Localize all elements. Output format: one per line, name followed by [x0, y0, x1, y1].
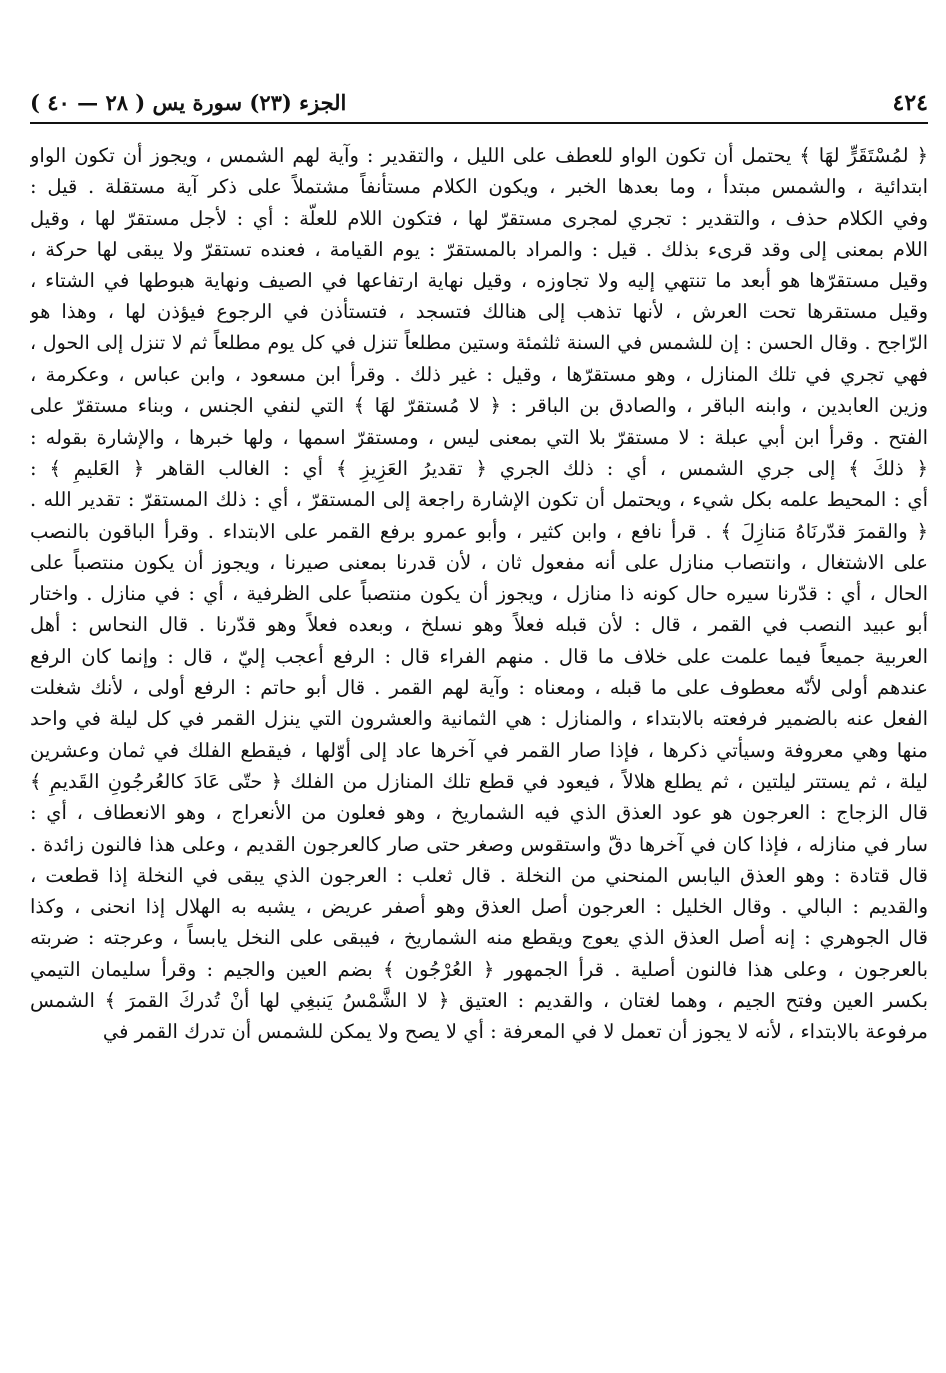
text-line: قال الزجاج : العرجون هو عود العذق الذي فيه الشماريخ ، وهو فعلون من الأنعراج ، وهو الانعطاف ، أي :	[30, 801, 928, 825]
text-line: وفي الكلام حذف ، والتقدير : تجري لمجرى مستقرّ لها ، فتكون اللام للعلّة : أي : لأجل مستقرّ لها ، وقيل	[30, 206, 928, 230]
text-line: وقيل مستقرها تحت العرش ، لأنها تذهب إلى هنالك فتسجد ، فتستأذن في الرجوع فيؤذن لها ، وهذا هو	[30, 300, 928, 324]
text-line: ابتدائية ، والشمس مبتدأ ، وما بعدها الخبر ، ويكون الكلام مستأنفاً مشتملاً على ذكر آية مستقلة . قيل :	[30, 175, 928, 199]
text-line: ﴿ ذلكَ ﴾ إلى جري الشمس ، أي : ذلك الجري ﴿ تقديرُ العَزِيزِ ﴾ أي : الغالب القاهر ﴿ العَليمِ ﴾ :	[30, 456, 928, 480]
text-line: فهي تجري في تلك المنازل ، وهو مستقرّها ، وقيل : غير ذلك . وقرأ ابن مسعود ، وابن عباس ، وعكرمة ،	[30, 363, 928, 387]
text-line: الفتح . وقرأ ابن أبي عبلة : لا مستقرّ بلا التي بمعنى ليس ، ومستقرّ اسمها ، ولها خبرها ، والإشارة بقوله :	[30, 425, 928, 449]
running-title: الجزء (٢٣) سورة يس ( ٢٨ — ٤٠ )	[30, 90, 347, 115]
text-line: أبو عبيد النصب في القمر ، قال : لأن قبله فعلاً وهو نسلخ ، وبعده فعلاً وهو قدّرنا . قال النحاس : أهل	[30, 613, 928, 637]
header-rule	[30, 122, 928, 124]
text-line: عندهم أولى لأنّه معطوف على ما قبله ، ومعناه : وآية لهم القمر . قال أبو حاتم : الرفع أولى ، لأنك شغلت	[30, 676, 928, 700]
page-header	[30, 86, 928, 120]
text-line: ﴿ والقمرَ قدّرنَاهُ مَنازِلَ ﴾ . قرأ نافع ، وابن كثير ، وأبو عمرو برفع القمر على الابتداء . وقرأ الباقون بالنصب	[30, 519, 928, 543]
text-line: أي : المحيط علمه بكل شيء ، ويحتمل أن تكون الإشارة راجعة إلى المستقرّ ، أي : ذلك المستقرّ : تقدير الله .	[30, 488, 928, 512]
text-line: سار في منازله ، فإذا كان في آخرها دقّ واستقوس وصغر حتى صار كالعرجون القديم ، وعلى هذا فالنون زائدة .	[30, 832, 928, 856]
text-line: الحال ، أي : قدّرنا سيره حال كونه ذا منازل ، ويجوز أن يكون منتصباً على الظرفية ، أي : في منازل . واختار	[30, 582, 928, 606]
text-line: العربية جميعاً فيما علمت على خلاف ما قال . منهم الفراء قال : الرفع أعجب إليّ ، قال : وإنما كان الرفع	[30, 644, 928, 668]
text-line: بالعرجون ، وعلى هذا فالنون أصلية . قرأ الجمهور ﴿ العُرْجُون ﴾ بضم العين والجيم : وقرأ سليمان التيمي	[30, 957, 928, 981]
text-line: قال قتادة : وهو العذق اليابس المنحني من النخلة . قال ثعلب : العرجون الذي يبقى في النخلة إذا قطعت ،	[30, 863, 928, 887]
text-line: على الاشتغال ، وانتصاب منازل على أنه مفعول ثان ، لأن قدرنا بمعنى صيرنا ، ويجوز أن يكون منتصباً على	[30, 550, 928, 574]
text-line: ليلة ، ثم يستتر ليلتين ، ثم يطلع هلالاً ، فيعود في قطع تلك المنازل من الفلك ﴿ حتّى عَادَ كالعُرجُونِ القَديمِ ﴾	[30, 769, 928, 793]
commentary-text	[30, 140, 928, 1048]
text-line: والقديم : البالي . وقال الخليل : العرجون أصل العذق وهو أصفر عريض ، يشبه به الهلال إذا انحنى ، وكذا	[30, 895, 928, 919]
text-line: الرّاجح . وقال الحسن : إن للشمس في السنة ثلثمئة وستين مطلعاً تنزل في كل يوم مطلعاً ثم لا تنزل إلى الحول ،	[30, 331, 928, 354]
text-line: مرفوعة بالابتداء ، لأنه لا يجوز أن تعمل لا في المعرفة : أي لا يصح ولا يمكن للشمس أن تدرك القمر في	[102, 1020, 928, 1044]
text-line: منها وهي معروفة وسيأتي ذكرها ، فإذا صار القمر في آخرها عاد إلى أوّلها ، فيقطع الفلك في ثمان وعشرين	[30, 738, 928, 762]
text-line: وزين العابدين ، وابنه الباقر ، والصادق بن الباقر : ﴿ لا مُستقرّ لهَا ﴾ التي لنفي الجنس ، وبناء مستقرّ على	[30, 394, 928, 418]
text-line: وقيل مستقرّها هو أبعد ما تنتهي إليه ولا تجاوزه ، وقيل نهاية ارتفاعها في الصيف ونهاية هبوطها في الشتاء ،	[30, 269, 928, 293]
text-line: الفعل عنه بالضمير فرفعته بالابتداء ، والمنازل : هي الثمانية والعشرون التي ينزل القمر في كل ليلة في واحد	[30, 707, 928, 731]
text-line: ﴿ لمُسْتَقَرٍّ لهَا ﴾ يحتمل أن تكون الواو للعطف على الليل ، والتقدير : وآية لهم الشمس ، ويجوز أن تكون الواو	[30, 144, 928, 167]
text-line: قال الجوهري : إنه أصل العذق الذي يعوج ويقطع منه الشماريخ ، فيبقى على النخل يابساً ، وعرجته : ضربته	[30, 926, 928, 950]
text-line: اللام بمعنى إلى وقد قرىء بذلك . قيل : والمراد بالمستقرّ : يوم القيامة ، فعنده تستقرّ ولا يبقى لها حركة ،	[30, 237, 928, 261]
book-page	[18, 0, 928, 1373]
page-number: ٤٢٤	[892, 90, 928, 116]
text-line: بكسر العين وفتح الجيم ، وهما لغتان ، والقديم : العتيق ﴿ لا الشَّمْسُ يَنبغِي لها أنْ تُدركَ القمرَ ﴾ الشمس	[30, 989, 928, 1013]
